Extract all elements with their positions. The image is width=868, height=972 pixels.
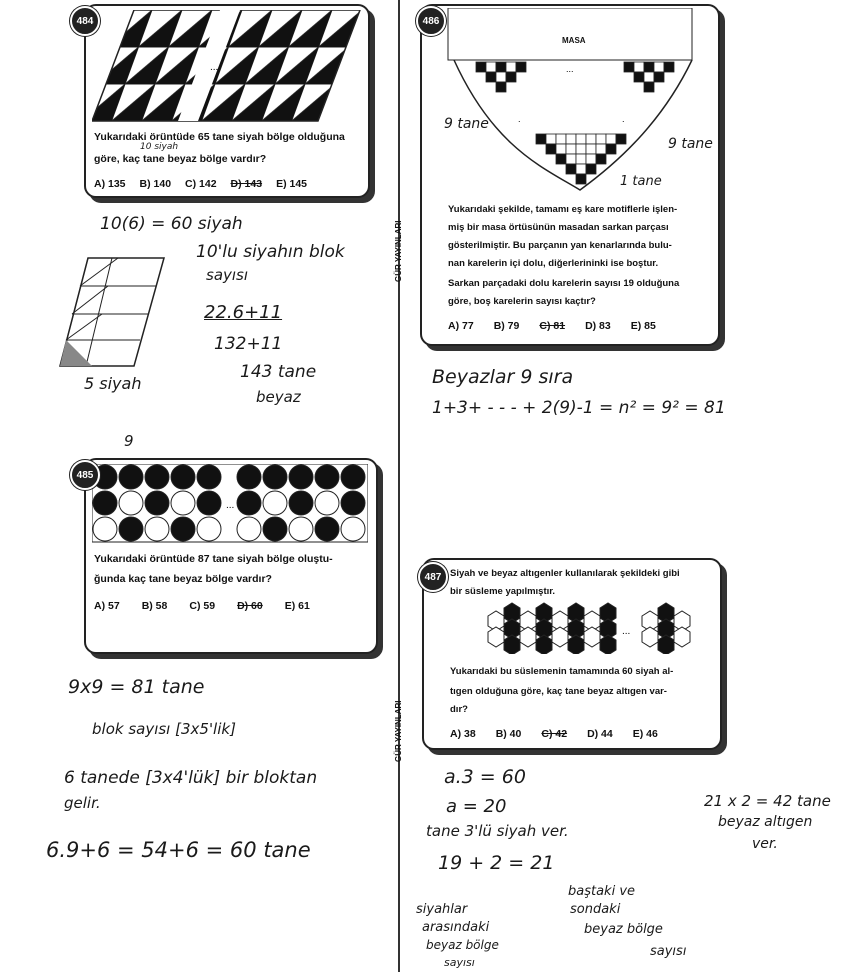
question-485-text-1: Yukarıdaki örüntüde 87 tane siyah bölge oluştu- xyxy=(94,553,333,565)
note-484-line3: sayısı xyxy=(206,266,249,284)
note-487-line1: a.3 = 60 xyxy=(444,766,526,788)
note-484-calc2: 132+11 xyxy=(214,334,283,354)
hexagon-pattern xyxy=(480,602,730,654)
question-487-text-5: dır? xyxy=(450,704,468,715)
svg-text:...: ... xyxy=(566,64,574,74)
note-487-right1: 21 x 2 = 42 tane xyxy=(704,792,831,810)
option-e[interactable]: E) 85 xyxy=(630,320,656,332)
question-487-text-4: tıgen olduğuna göre, kaç tane beyaz altıgen var- xyxy=(450,686,667,697)
handwritten-note-10-siyah: 10 siyah xyxy=(140,142,179,152)
triangle-pattern xyxy=(92,10,362,122)
question-485-card xyxy=(84,458,378,654)
question-484-text-2: göre, kaç tane beyaz bölge vardır? xyxy=(94,153,267,165)
option-b[interactable]: B) 79 xyxy=(493,320,520,332)
question-486-text-3: gösterilmiştir. Bu parçanın yan kenarlarında bulu- xyxy=(448,240,672,251)
option-e[interactable]: E) 145 xyxy=(276,178,307,190)
question-485-options xyxy=(94,600,310,612)
question-484-card xyxy=(84,4,370,198)
question-486-card xyxy=(420,4,720,346)
note-486-tip: 1 tane xyxy=(620,174,662,189)
publisher-label-top: GÜR YAYINLARI xyxy=(394,220,403,282)
question-487-text-1: Siyah ve beyaz altıgenler kullanılarak şekildeki gibi xyxy=(450,568,680,579)
svg-text:...: ... xyxy=(226,500,235,511)
option-b[interactable]: B) 140 xyxy=(139,178,172,190)
note-487-line2: a = 20 xyxy=(446,796,507,817)
note-487-left-label-3: beyaz bölge xyxy=(426,938,499,952)
question-484-options xyxy=(94,178,307,190)
option-c[interactable]: C) 142 xyxy=(185,178,217,190)
question-484-text-1: Yukarıdaki örüntüde 65 tane siyah bölge olduğuna xyxy=(94,131,345,143)
note-485-line2: blok sayısı [3x5'lik] xyxy=(92,720,236,738)
question-487-text-2: bir süsleme yapılmıştır. xyxy=(450,586,556,597)
note-487-left-label-4: sayısı xyxy=(444,956,475,969)
question-487-options xyxy=(450,728,658,740)
question-486-text-5: Sarkan parçadaki dolu karelerin sayısı 19 olduğuna xyxy=(448,278,680,289)
option-e[interactable]: E) 46 xyxy=(632,728,658,740)
question-486-text-1: Yukarıdaki şekilde, tamamı eş kare motiflerle işlen- xyxy=(448,204,678,215)
option-a[interactable]: A) 57 xyxy=(94,600,120,612)
note-484-line2: 10'lu siyahın blok xyxy=(196,242,345,262)
note-484-bottom: 5 siyah xyxy=(84,374,142,393)
option-a[interactable]: A) 135 xyxy=(94,178,126,190)
option-b[interactable]: B) 40 xyxy=(495,728,522,740)
circle-pattern xyxy=(92,464,368,544)
note-484-result1: 143 tane xyxy=(240,362,317,382)
handdrawn-block-sketch xyxy=(58,256,168,376)
note-485-line4: gelir. xyxy=(64,794,101,812)
note-486-left-side: 9 tane xyxy=(444,116,489,132)
option-d[interactable]: D) 60 xyxy=(237,600,263,612)
question-486-text-6: göre, boş karelerin sayısı kaçtır? xyxy=(448,296,596,307)
publisher-label-bottom: GÜR YAYINLARI xyxy=(394,700,403,762)
note-485-line1: 9x9 = 81 tane xyxy=(68,676,205,698)
question-485-text-2: ğunda kaç tane beyaz bölge vardır? xyxy=(94,573,272,585)
option-c[interactable]: C) 59 xyxy=(189,600,216,612)
option-a[interactable]: A) 77 xyxy=(448,320,474,332)
note-487-right-label-2: sondaki xyxy=(570,902,621,917)
option-a[interactable]: A) 38 xyxy=(450,728,476,740)
note-487-right2: beyaz altıgen xyxy=(718,814,813,830)
option-c[interactable]: C) 42 xyxy=(541,728,568,740)
option-c[interactable]: C) 81 xyxy=(539,320,566,332)
note-487-line3: tane 3'lü siyah ver. xyxy=(426,822,569,840)
note-485-top: 9 xyxy=(124,432,134,450)
note-485-line5: 6.9+6 = 54+6 = 60 tane xyxy=(46,838,311,862)
svg-text:...: ... xyxy=(622,626,631,637)
question-486-text-4: nan karelerin içi dolu, diğerlerininki ise boştur. xyxy=(448,258,659,269)
option-d[interactable]: D) 143 xyxy=(230,178,263,190)
option-e[interactable]: E) 61 xyxy=(284,600,310,612)
note-487-right-label-4: sayısı xyxy=(650,944,687,959)
svg-text:.: . xyxy=(622,114,625,124)
option-b[interactable]: B) 58 xyxy=(141,600,168,612)
question-487-card xyxy=(422,558,722,750)
question-486-text-2: miş bir masa örtüsünün masadan sarkan parçası xyxy=(448,222,669,233)
question-486-badge: 486 xyxy=(416,6,446,36)
note-487-right-label-1: baştaki ve xyxy=(568,884,636,899)
note-486-line2: 1+3+ - - - + 2(9)-1 = n² = 9² = 81 xyxy=(432,398,726,418)
note-487-line4: 19 + 2 = 21 xyxy=(438,852,555,874)
note-486-line1: Beyazlar 9 sıra xyxy=(432,366,574,388)
svg-text:.: . xyxy=(518,114,521,124)
table-label: MASA xyxy=(562,36,586,45)
note-486-right-side: 9 tane xyxy=(668,136,713,152)
option-d[interactable]: D) 44 xyxy=(587,728,613,740)
option-d[interactable]: D) 83 xyxy=(585,320,611,332)
note-484-result2: beyaz xyxy=(256,388,301,406)
svg-text:...: ... xyxy=(210,62,219,73)
note-485-line3: 6 tanede [3x4'lük] bir bloktan xyxy=(64,768,318,788)
question-485-badge: 485 xyxy=(70,460,100,490)
page-divider xyxy=(398,0,400,972)
question-484-badge: 484 xyxy=(70,6,100,36)
note-487-left-label-1: siyahlar xyxy=(416,902,468,917)
note-487-right-label-3: beyaz bölge xyxy=(584,922,663,937)
question-486-options xyxy=(448,320,656,332)
note-487-left-label-2: arasındaki xyxy=(422,920,490,935)
note-484-line1: 10(6) = 60 siyah xyxy=(100,214,243,234)
question-487-badge: 487 xyxy=(418,562,448,592)
note-484-calc1: 22.6+11 xyxy=(204,302,283,323)
note-487-right3: ver. xyxy=(752,836,778,852)
question-487-text-3: Yukarıdaki bu süslemenin tamamında 60 siyah al- xyxy=(450,666,674,677)
